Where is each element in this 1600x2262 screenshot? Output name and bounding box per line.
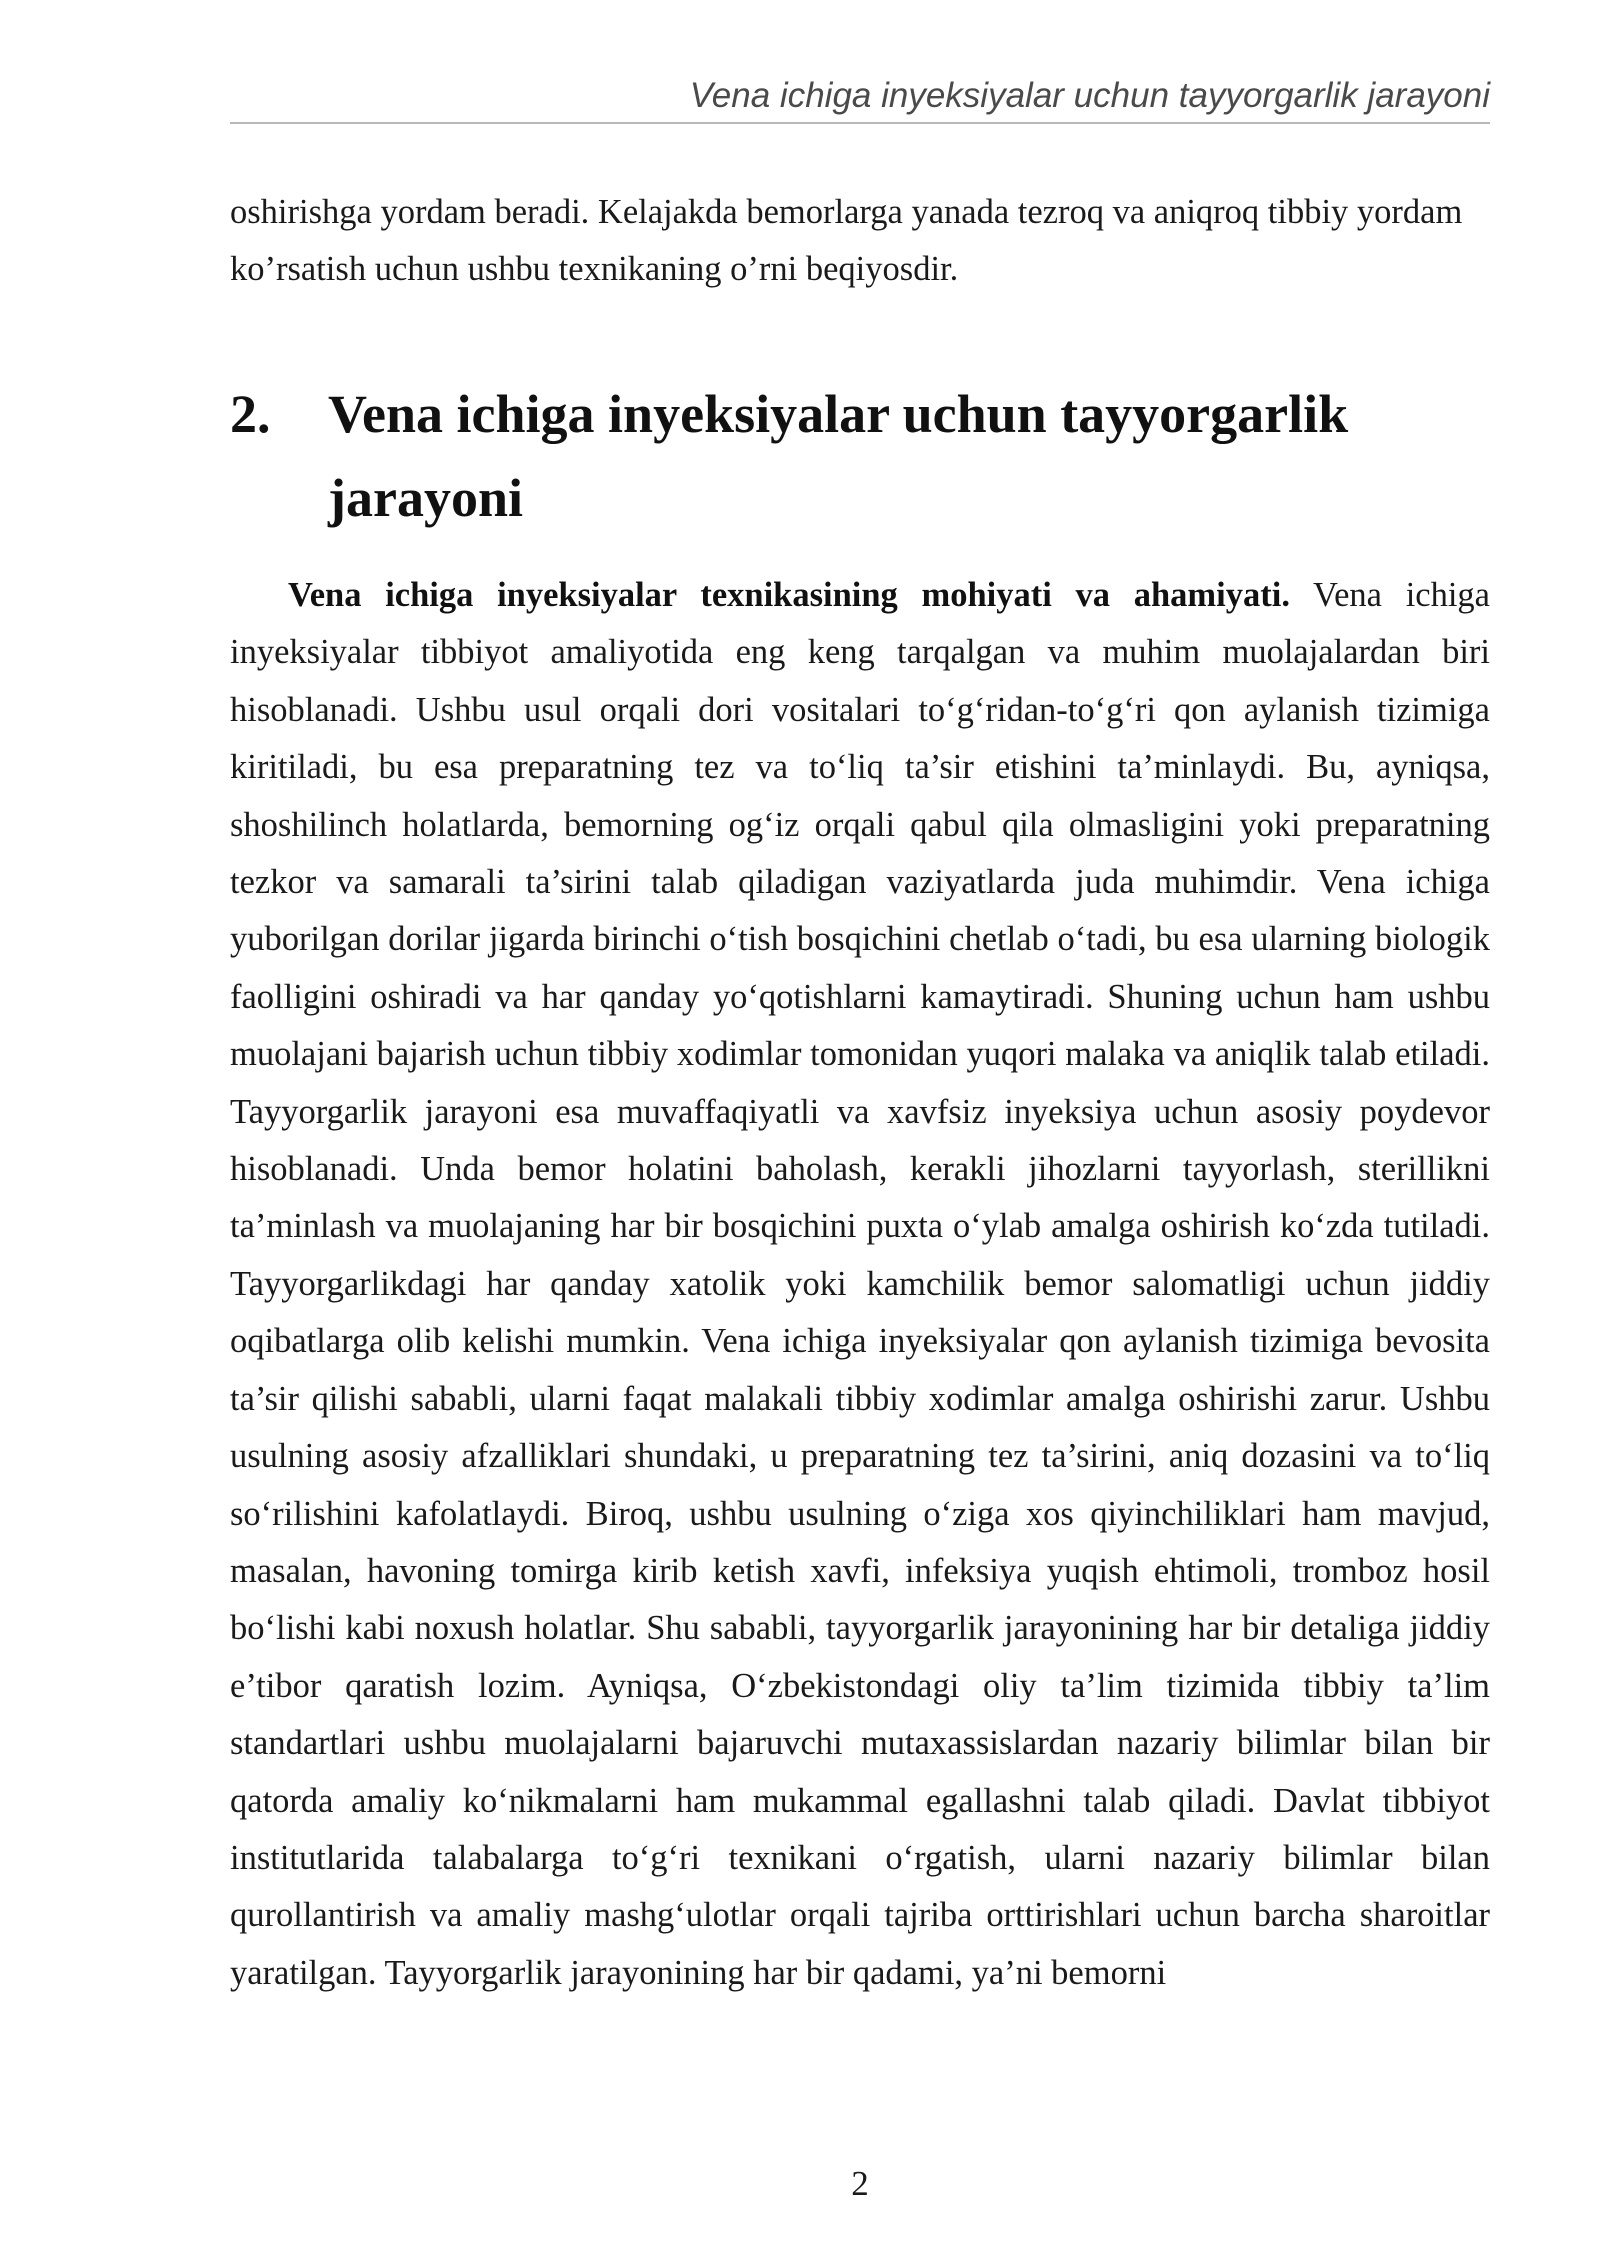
intro-paragraph: oshirishga yordam beradi. Kelajakda bemorlarga yanada tezroq va aniqroq tibbiy yordam ko’rsatish uchun ushbu texnikaning o’rni beqiyosdir.: [230, 193, 1463, 289]
section-title: Vena ichiga inyeksiyalar uchun tayyorgarlik jarayoni: [328, 384, 1349, 528]
header-divider: [230, 122, 1490, 124]
body-paragraph: [230, 567, 1490, 2002]
main-text-block: [230, 567, 1490, 2002]
paragraph-lead: Vena ichiga inyeksiyalar texnikasining mohiyati va ahamiyati.: [288, 576, 1290, 614]
paragraph-text: Vena ichiga inyeksiyalar tibbiyot amaliyotida eng keng tarqalgan va muhim muolajalardan biri hisoblanadi. Ushbu usul orqali dori vositalari to‘g‘ridan-to‘g‘ri qon aylanish tizimiga kiritiladi, bu esa preparatning tez va to‘liq ta’sir etishini ta’minlaydi. Bu, ayniqsa, shoshilinch holatlarda, bemorning og‘iz orqali qabul qila olmasligini yoki preparatning tezkor va samarali ta’sirini talab qiladigan vaziyatlarda juda muhimdir. Vena ichiga yuborilgan dorilar jigarda birinchi o‘tish bosqichini chetlab o‘tadi, bu esa ularning biologik faolligini oshiradi va har qanday yo‘qotishlarni kamaytiradi. Shuning uchun ham ushbu muolajani bajarish uchun tibbiy xodimlar tomonidan yuqori malaka va aniqlik talab etiladi. Tayyorgarlik jarayoni esa muvaffaqiyatli va xavfsiz inyeksiya uchun asosiy poydevor hisoblanadi. Unda bemor holatini baholash, kerakli jihozlarni tayyorlash, sterillikni ta’minlash va muolajaning har bir bosqichini puxta o‘ylab amalga oshirish ko‘zda tutiladi. Tayyorgarlikdagi har qanday xatolik yoki kamchilik bemor salomatligi uchun jiddiy oqibatlarga olib kelishi mumkin. Vena ichiga inyeksiyalar qon aylanish tizimiga bevosita ta’sir qilishi sababli, ularni faqat malakali tibbiy xodimlar amalga oshirishi zarur. Ushbu usulning asosiy afzalliklari shundaki, u preparatning tez ta’sirini, aniq dozasini va to‘liq so‘rilishini kafolatlaydi. Biroq, ushbu usulning o‘ziga xos qiyinchiliklari ham mavjud, masalan, havoning tomirga kirib ketish xavfi, infeksiya yuqish ehtimoli, tromboz hosil bo‘lishi kabi noxush holatlar. Shu sababli, tayyorgarlik jarayonining har bir detaliga jiddiy e’tibor qaratish lozim. Ayniqsa, O‘zbekistondagi oliy ta’lim tizimida tibbiy ta’lim standartlari ushbu muolajalarni bajaruvchi mutaxassislardan nazariy bilimlar bilan bir qatorda amaliy ko‘nikmalarni ham mukammal egallashni talab qiladi. Davlat tibbiyot institutlarida talabalarga to‘g‘ri texnikani o‘rgatish, ularni nazariy bilimlar bilan qurollantirish va amaliy mashg‘ulotlar orqali tajriba orttirishlari uchun barcha sharoitlar yaratilgan. Tayyorgarlik jarayonining har bir qadami, ya’ni bemorni: [230, 576, 1490, 1992]
section-number: 2.: [230, 384, 271, 444]
intro-block: [230, 184, 1490, 299]
running-header: Vena ichiga inyeksiyalar uchun tayyorgarlik jarayoni: [689, 76, 1490, 115]
page-number: 2: [851, 2164, 869, 2203]
